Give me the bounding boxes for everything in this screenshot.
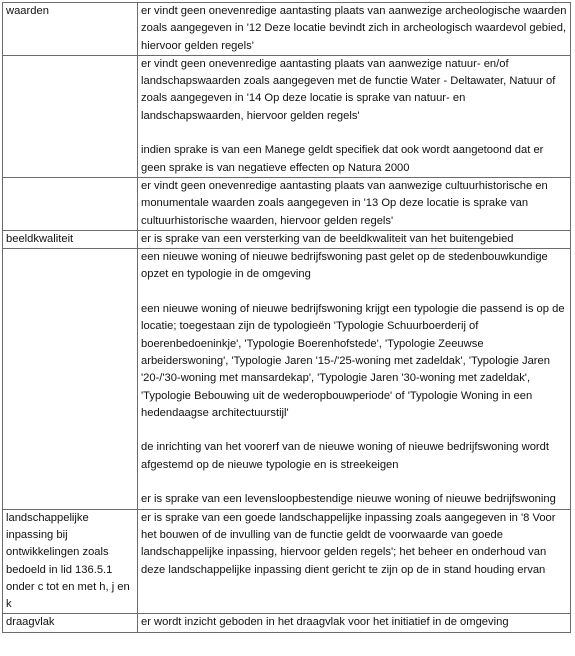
requirement-cell — [138, 249, 571, 509]
requirement-cell — [138, 3, 571, 56]
requirement-cell — [138, 177, 571, 230]
table-row — [3, 614, 571, 632]
requirement-cell — [138, 230, 571, 248]
requirement-paragraph: er wordt inzicht geboden in het draagvlak voor het initiatief in de omgeving — [141, 616, 509, 629]
criterion-cell — [3, 3, 138, 56]
requirement-paragraph: er vindt geen onevenredige aantasting plaats van aanwezige archeologische waarden zoals aangegeven in '12 Deze locatie bevindt zich in archeologisch waardevol gebied, hiervoor gelden regels' — [141, 5, 567, 52]
requirement-cell — [138, 509, 571, 614]
criterion-cell — [3, 55, 138, 177]
table-row — [3, 509, 571, 614]
table-row — [3, 55, 571, 177]
criterion-label: beeldkwaliteit — [6, 232, 74, 245]
requirement-cell — [138, 55, 571, 177]
table-row — [3, 3, 571, 56]
conditions-table — [2, 2, 571, 633]
criterion-label: draagvlak — [6, 616, 55, 629]
requirement-cell — [138, 614, 571, 632]
criterion-cell — [3, 249, 138, 509]
criterion-label: waarden — [6, 5, 49, 17]
criterion-cell — [3, 614, 138, 632]
requirement-paragraph: er is sprake van een levensloopbestendige nieuwe woning of nieuwe bedrijfswoning — [141, 493, 556, 506]
criterion-cell — [3, 230, 138, 248]
requirement-paragraph: de inrichting van het voorerf van de nieuwe woning of nieuwe bedrijfswoning wordt afgestemd op de nieuwe typologie en is streekeigen — [141, 441, 549, 471]
criterion-cell — [3, 509, 138, 614]
requirement-paragraph: er is sprake van een goede landschappelijke inpassing zoals aangegeven in '8 Voor het bouwen of de invulling van de functie geldt de voorwaarde van goede landschappelijke inpassing, hiervoor gelden regels'; het beheer en onderhoud van deze landschappelijke inpassing dient gericht te zijn op de in stand houding ervan — [141, 511, 556, 576]
requirement-paragraph: indien sprake is van een Manege geldt specifiek dat ook wordt aangetoond dat er geen sprake is van negatieve effecten op Natura 2000 — [141, 144, 544, 174]
table-row — [3, 249, 571, 509]
requirement-paragraph: een nieuwe woning of nieuwe bedrijfswoning krijgt een typologie die passend is op de locatie; toegestaan zijn de typologieën 'Typologie Schuurboerderij of boerenbedoeninkje', 'Typologie Boerenhofstede', 'Typologie Zeeuwse arbeiderswoning', 'Typologie Jaren '15-/'25-woning met zadeldak', 'Typologie Jaren '20-/'30-woning met mansardekap', 'Typologie Jaren '30-woning met zadeldak', 'Typologie Bebouwing uit de wederopbouwperiode' of 'Typologie Woning in een hedendaagse architectuurstijl' — [141, 303, 565, 419]
table-row — [3, 177, 571, 230]
requirement-paragraph: een nieuwe woning of nieuwe bedrijfswoning past gelet op de stedenbouwkundige opzet en typologie in de omgeving — [141, 251, 548, 281]
requirement-paragraph: er is sprake van een versterking van de beeldkwaliteit van het buitengebied — [141, 232, 514, 245]
table-row — [3, 230, 571, 248]
criterion-label: landschappelijke inpassing bij ontwikkelingen zoals bedoeld in lid 136.5.1 onder c tot en met h, j en k — [6, 511, 130, 611]
requirement-paragraph: er vindt geen onevenredige aantasting plaats van aanwezige cultuurhistorische en monumentale waarden zoals aangegeven in '13 Op deze locatie is sprake van cultuurhistorische waarden, hiervoor gelden regels' — [141, 179, 548, 227]
requirement-paragraph: er vindt geen onevenredige aantasting plaats van aanwezige natuur- en/of landschapswaarden zoals aangegeven met de functie Water - Deltawater, Natuur of zoals aangegeven in '14 Op deze locatie is sprake van natuur- en landschapswaarden, hiervoor gelden regels' — [141, 57, 556, 122]
criterion-cell — [3, 177, 138, 230]
